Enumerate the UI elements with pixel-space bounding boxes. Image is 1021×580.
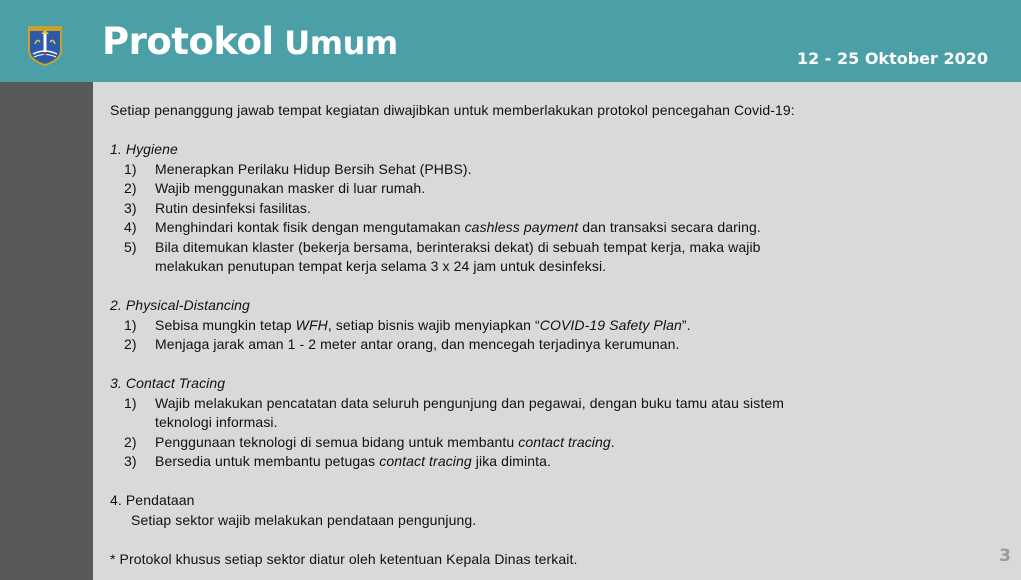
section-heading: 1. Hygiene [110, 141, 178, 157]
list-item: 2) Menjaga jarak aman 1 - 2 meter antar orang, dan mencegah terjadinya kerumunan. [124, 336, 680, 352]
section-heading: 3. Contact Tracing [110, 375, 226, 391]
list-item: 2) Wajib menggunakan masker di luar rumah. [124, 180, 426, 196]
list-item: 1) Sebisa mungkin tetap WFH, setiap bisnis wajib menyiapkan “COVID-19 Safety Plan”. [124, 316, 691, 333]
list-item: 1) Wajib melakukan pencatatan data seluruh pengunjung dan pegawai, dengan buku tamu atau sistem [124, 394, 784, 411]
protocol-text [110, 101, 910, 569]
header-bar [0, 0, 1021, 82]
list-item: 3) Bersedia untuk membantu petugas contact tracing jika diminta. [124, 453, 552, 469]
page-title: Protokol Umum [102, 20, 398, 63]
section-heading: 2. Physical-Distancing [110, 297, 250, 313]
section-text: Setiap sektor wajib melakukan pendataan pengunjung. [131, 511, 477, 528]
list-item: 2) Penggunaan teknologi di semua bidang untuk membantu contact tracing. [124, 433, 615, 450]
jakarta-crest-icon [27, 24, 63, 66]
list-item: 1) Menerapkan Perilaku Hidup Bersih Sehat (PHBS). [124, 160, 472, 177]
section-heading: 4. Pendataan [110, 492, 195, 508]
date-range: 12 - 25 Oktober 2020 [796, 49, 988, 68]
intro-text: Setiap penanggung jawab tempat kegiatan diwajibkan untuk memberlakukan protokol pencegahan Covid-19: [110, 102, 795, 118]
page-number: 3 [999, 546, 1011, 566]
footnote: * Protokol khusus setiap sektor diatur oleh ketentuan Kepala Dinas terkait. [110, 550, 578, 567]
list-item: 5) Bila ditemukan klaster (bekerja bersama, berinteraksi dekat) di sebuah tempat kerja, maka wajib [124, 238, 761, 255]
list-item-continuation: teknologi informasi. [155, 414, 278, 430]
list-item-continuation: melakukan penutupan tempat kerja selama 3 x 24 jam untuk desinfeksi. [155, 258, 607, 274]
left-sidebar-band [0, 82, 93, 580]
list-item: 4) Menghindari kontak fisik dengan mengutamakan cashless payment dan transaksi secara daring. [124, 219, 761, 235]
list-item: 3) Rutin desinfeksi fasilitas. [124, 199, 311, 216]
